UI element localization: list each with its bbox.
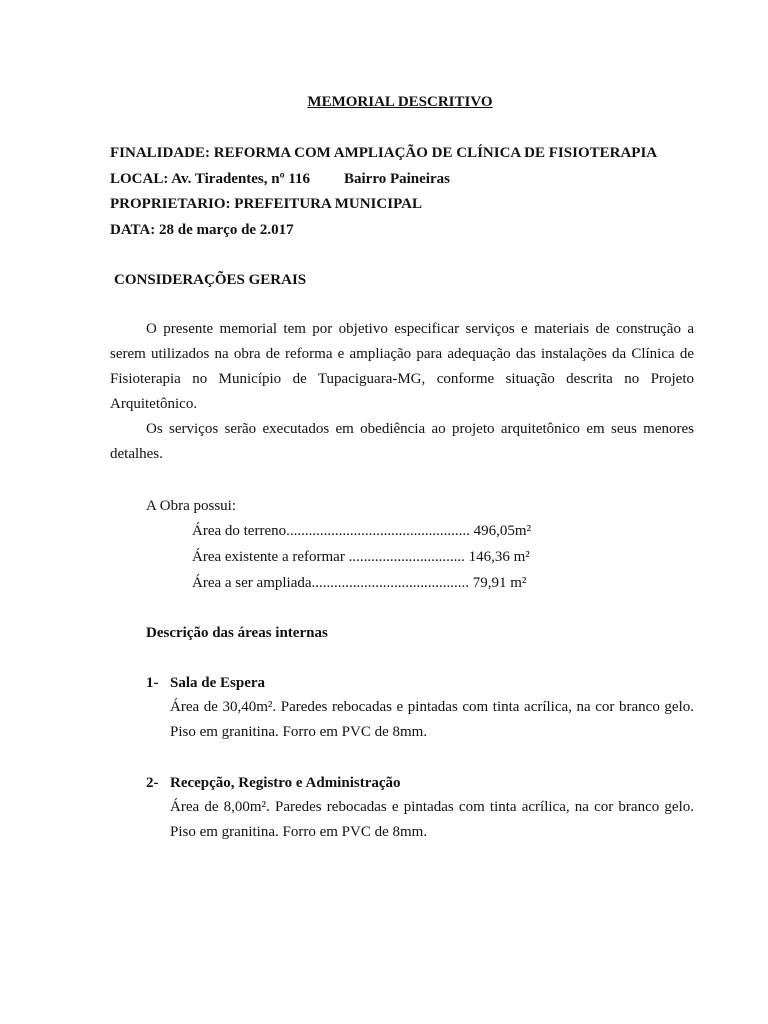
paragraph-2-text: Os serviços serão executados em obediência ao projeto arquitetônico em seus menores detalhes. <box>110 421 694 462</box>
section-1-body: Área de 30,40m². Paredes rebocadas e pintadas com tinta acrílica, na cor branco gelo. Piso em granitina. Forro em PVC de 8mm. <box>170 699 694 740</box>
section-2-title: Recepção, Registro e Administração <box>170 775 401 791</box>
local-line: LOCAL: Av. Tiradentes, nº 116 <box>110 171 310 187</box>
section-2-body: Área de 8,00m². Paredes rebocadas e pintadas com tinta acrílica, na cor branco gelo. Piso em granitina. Forro em PVC de 8mm. <box>170 799 694 840</box>
finalidade-line: FINALIDADE: REFORMA COM AMPLIAÇÃO DE CLÍNICA DE FISIOTERAPIA <box>110 145 658 161</box>
area-ampliada: Área a ser ampliada.......................................... 79,91 m² <box>192 575 527 591</box>
descricao-heading: Descrição das áreas internas <box>146 625 328 641</box>
obra-intro: A Obra possui: <box>146 498 236 514</box>
proprietario-line: PROPRIETARIO: PREFEITURA MUNICIPAL <box>110 196 422 212</box>
area-terreno: Área do terreno................................................. 496,05m² <box>192 523 532 539</box>
section-2-number: 2- <box>146 775 159 791</box>
document-title: MEMORIAL DESCRITIVO <box>307 94 493 110</box>
paragraph-1-text: O presente memorial tem por objetivo especificar serviços e materiais de construção a serem utilizados na obra de reforma e ampliação para adequação das instalações da Clínica de Fisioterapia no Município de Tupaciguara-MG, conforme situação descrita no Projeto Arquitetônico. <box>110 321 694 412</box>
consideracoes-heading: CONSIDERAÇÕES GERAIS <box>114 272 307 288</box>
consideracoes-paragraph-2 <box>110 417 694 467</box>
consideracoes-paragraph-1 <box>110 317 694 417</box>
section-1-number: 1- <box>146 675 159 691</box>
data-line: DATA: 28 de março de 2.017 <box>110 222 294 238</box>
bairro-line: Bairro Paineiras <box>344 171 450 187</box>
section-1-title: Sala de Espera <box>170 675 266 691</box>
area-reformar: Área existente a reformar ............................... 146,36 m² <box>192 549 530 565</box>
